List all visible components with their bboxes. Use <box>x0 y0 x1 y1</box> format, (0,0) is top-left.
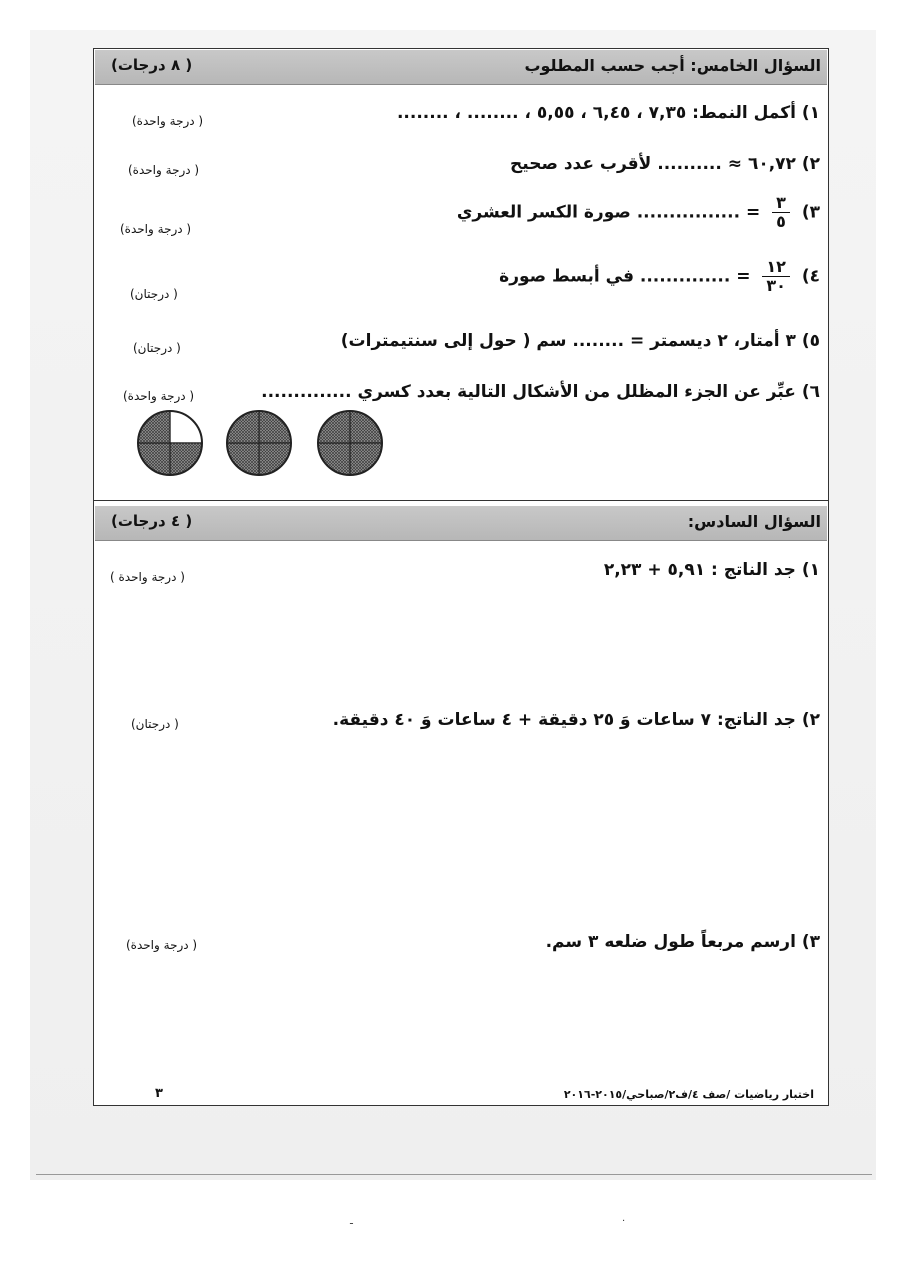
q5-item-3-mark: ( درجة واحدة) <box>120 222 192 236</box>
q5-item-6-mark: ( درجة واحدة) <box>123 389 195 403</box>
page-number: ٣ <box>155 1086 163 1101</box>
question-6-marks: ( ٤ درجات) <box>111 512 193 530</box>
q5-item-5-mark: ( درجتان) <box>133 341 181 355</box>
q5-item-4-prefix: ٤) <box>801 266 820 287</box>
q6-item-2: ٢) جد الناتج: ٧ ساعات وَ ٢٥ دقيقة + ٤ ساعات وَ ٤٠ دقيقة. <box>332 710 820 730</box>
fraction-numerator: ١٢ <box>766 257 786 276</box>
q5-item-5: ٥) ٣ أمتار، ٢ ديسمتر = ........ سم ( حول إلى سنتيمترات) <box>340 331 820 351</box>
fraction-circle <box>227 411 291 475</box>
q6-item-1: ١) جد الناتج : ٥,٩١ + ٢,٢٣ <box>603 560 820 580</box>
question-5-marks: ( ٨ درجات) <box>111 56 193 74</box>
q5-item-3-prefix: ٣) <box>801 202 820 223</box>
fraction-circle <box>318 411 382 475</box>
question-5-header <box>95 50 827 85</box>
q5-item-2: ٢) ٦٠,٧٢ ≈ .......... لأقرب عدد صحيح <box>510 154 820 174</box>
footer-text: اختبار رياضيات /صف ٤/ف٢/صباحي/٢٠١٥-٢٠١٦ <box>563 1088 814 1101</box>
fraction-12-30 <box>762 258 790 295</box>
bottom-rule <box>36 1174 872 1175</box>
q6-item-1-mark: ( درجة واحدة ) <box>110 570 185 584</box>
scan-speck: ـ <box>350 1216 353 1227</box>
fraction-denominator: ٥ <box>772 212 790 231</box>
q6-item-2-mark: ( درجتان) <box>131 717 179 731</box>
q6-item-3-mark: ( درجة واحدة) <box>126 938 198 952</box>
q5-item-4-mark: ( درجتان) <box>130 287 178 301</box>
question-5-title: السؤال الخامس: أجب حسب المطلوب <box>524 56 821 75</box>
shaded-circles <box>135 408 385 478</box>
fraction-3-5 <box>772 194 790 231</box>
scan-speck: · <box>622 1216 626 1227</box>
q5-item-3-suffix: = ................ صورة الكسر العشري <box>456 202 761 223</box>
question-6-header <box>95 506 827 541</box>
section-divider <box>93 500 829 501</box>
q5-item-2-mark: ( درجة واحدة) <box>128 163 200 177</box>
q5-item-1: ١) أكمل النمط: ٧,٣٥ ، ٦,٤٥ ، ٥,٥٥ ، ........ ، ........ <box>396 103 820 123</box>
q5-item-6: ٦) عبِّر عن الجزء المظلل من الأشكال التالية بعدد كسري .............. <box>261 382 820 402</box>
question-6-title: السؤال السادس: <box>687 512 821 531</box>
fraction-numerator: ٣ <box>776 193 786 212</box>
fraction-circle <box>138 411 202 475</box>
q5-item-4-suffix: = .............. في أبسط صورة <box>499 266 751 287</box>
q5-item-4 <box>499 258 820 295</box>
q6-item-3: ٣) ارسم مربعاً طول ضلعه ٣ سم. <box>545 932 820 952</box>
q5-item-3 <box>457 194 820 231</box>
q5-item-1-mark: ( درجة واحدة) <box>132 114 204 128</box>
fraction-denominator: ٣٠ <box>762 276 790 295</box>
